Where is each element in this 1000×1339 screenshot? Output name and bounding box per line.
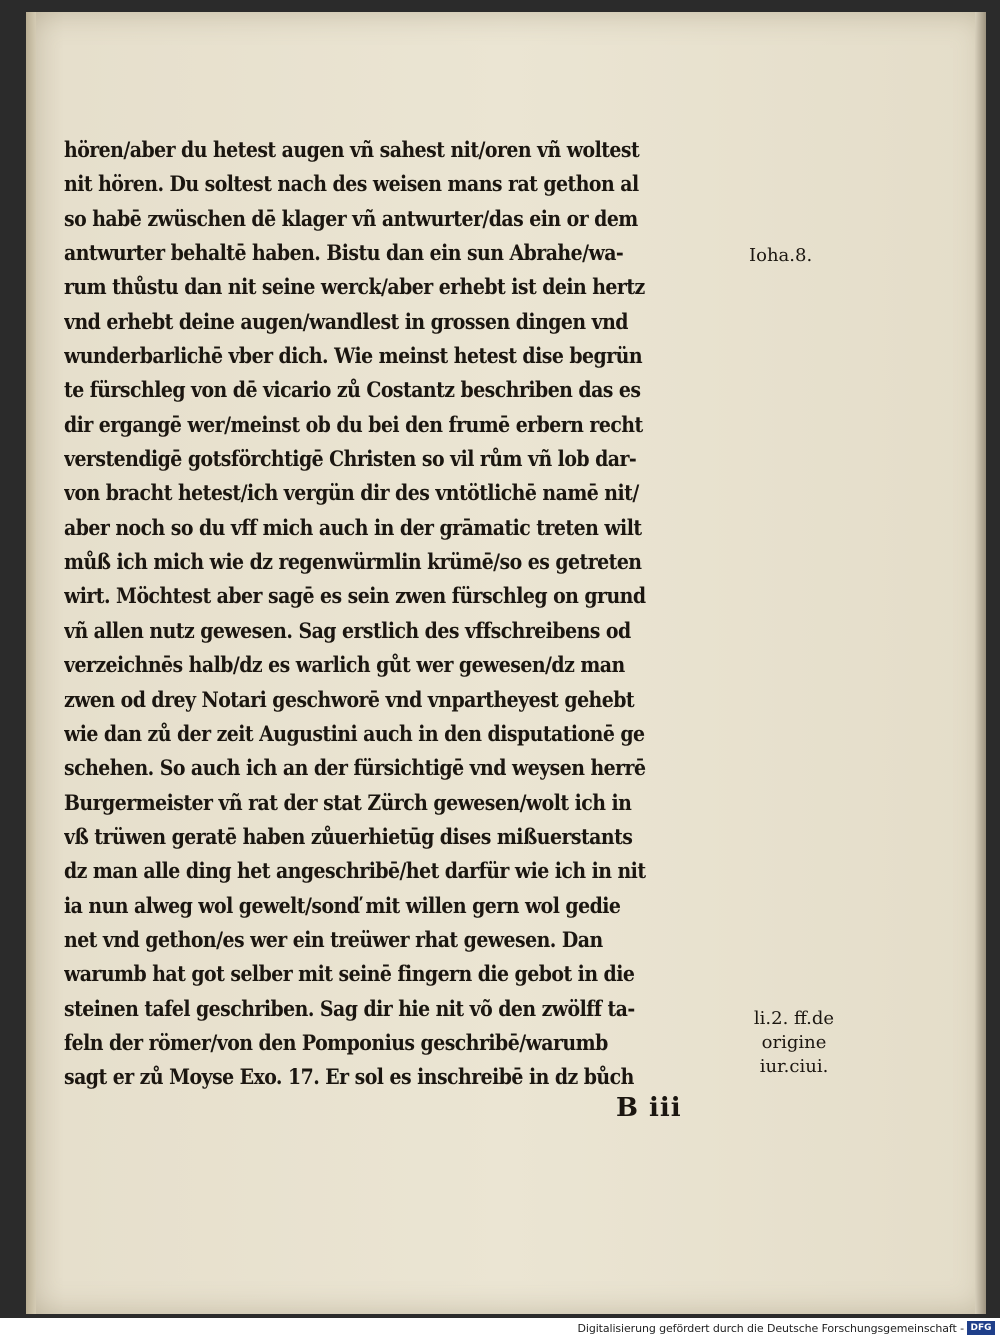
text-line: vß trüwen geratē haben zůuerhietūg dises mißuerstants (64, 823, 633, 849)
text-line: dz man alle ding het angeschribē/het darfür wie ich in nit (64, 858, 646, 884)
text-line: verzeichnēs halb/dz es warlich gůt wer gewesen/dz man (64, 652, 625, 678)
main-text-block (64, 133, 764, 1095)
text-line: wie dan zů der zeit Augustini auch in den disputationē ge (64, 720, 645, 746)
margin-note-john: Ioha.8. (749, 245, 813, 266)
text-line: můß ich mich wie dz regenwürmlin krümē/so es getreten (64, 549, 642, 575)
text-line: feln der römer/von den Pomponius geschribē/warumb (64, 1029, 608, 1055)
text-line: rum thůstu dan nit seine werck/aber erhebt ist dein hertz (64, 274, 645, 300)
text-line: warumb hat got selber mit seinē fingern die gebot in die (64, 961, 635, 987)
text-line: te fürschleg von dē vicario zů Costantz beschriben das es (64, 377, 641, 403)
text-line: dir ergangē wer/meinst ob du bei den frumē erbern recht (64, 411, 643, 437)
text-line: wirt. Möchtest aber sagē es sein zwen fürschleg on grund (64, 583, 646, 609)
text-line: so habē zwüschen dē klager vñ antwurter/das ein or dem (64, 205, 638, 231)
text-line: vnd erhebt deine augen/wandlest in grossen dingen vnd (64, 308, 628, 334)
text-line: verstendigē gotsförchtigē Christen so vil rům vñ lob dar- (64, 446, 637, 472)
text-line: vñ allen nutz gewesen. Sag erstlich des vffschreibens od (64, 617, 631, 643)
margin-note-digest (744, 1007, 844, 1079)
text-line: hören/aber du hetest augen vñ sahest nit/oren vñ woltest (64, 137, 640, 162)
text-line: wunderbarlichē vber dich. Wie meinst hetest dise begrün (64, 343, 643, 369)
text-line: steinen tafel geschriben. Sag dir hie nit võ den zwölff ta- (64, 995, 635, 1021)
signature-mark: B iii (616, 1093, 682, 1123)
margin-note-line: li.2. ff.de (753, 1008, 835, 1029)
dfg-logo-icon: DFG (967, 1321, 995, 1335)
text-line: net vnd gethon/es wer ein treüwer rhat gewesen. Dan (64, 926, 603, 952)
text-line: schehen. So auch ich an der fürsichtigē vnd weysen herrē (64, 755, 646, 781)
footer-credit: Digitalisierung gefördert durch die Deutsche Forschungsgemeinschaft - (577, 1322, 964, 1335)
margin-note-line: iur.ciui. (759, 1056, 829, 1077)
page-gutter-edge (26, 12, 36, 1314)
text-line: ia nun alweg wol gewelt/sonď mit willen gern wol gedie (64, 892, 621, 918)
margin-note-line: origine (761, 1032, 827, 1053)
page-fore-edge (975, 12, 986, 1314)
text-line: Burgermeister vñ rat der stat Zürch gewesen/wolt ich in (64, 789, 632, 815)
text-line: zwen od drey Notari geschworē vnd vnpartheyest gehebt (64, 686, 635, 712)
text-line: von bracht hetest/ich vergün dir des vntötlichē namē nit/ (64, 480, 639, 506)
text-line: sagt er zů Moyse Exo. 17. Er sol es inschreibē in dz bůch (64, 1064, 634, 1090)
text-line: aber noch so du vff mich auch in der grāmatic treten wilt (64, 514, 642, 540)
text-line: antwurter behaltē haben. Bistu dan ein sun Abrahe/wa- (64, 240, 624, 266)
text-line: nit hören. Du soltest nach des weisen mans rat gethon al (64, 171, 639, 197)
